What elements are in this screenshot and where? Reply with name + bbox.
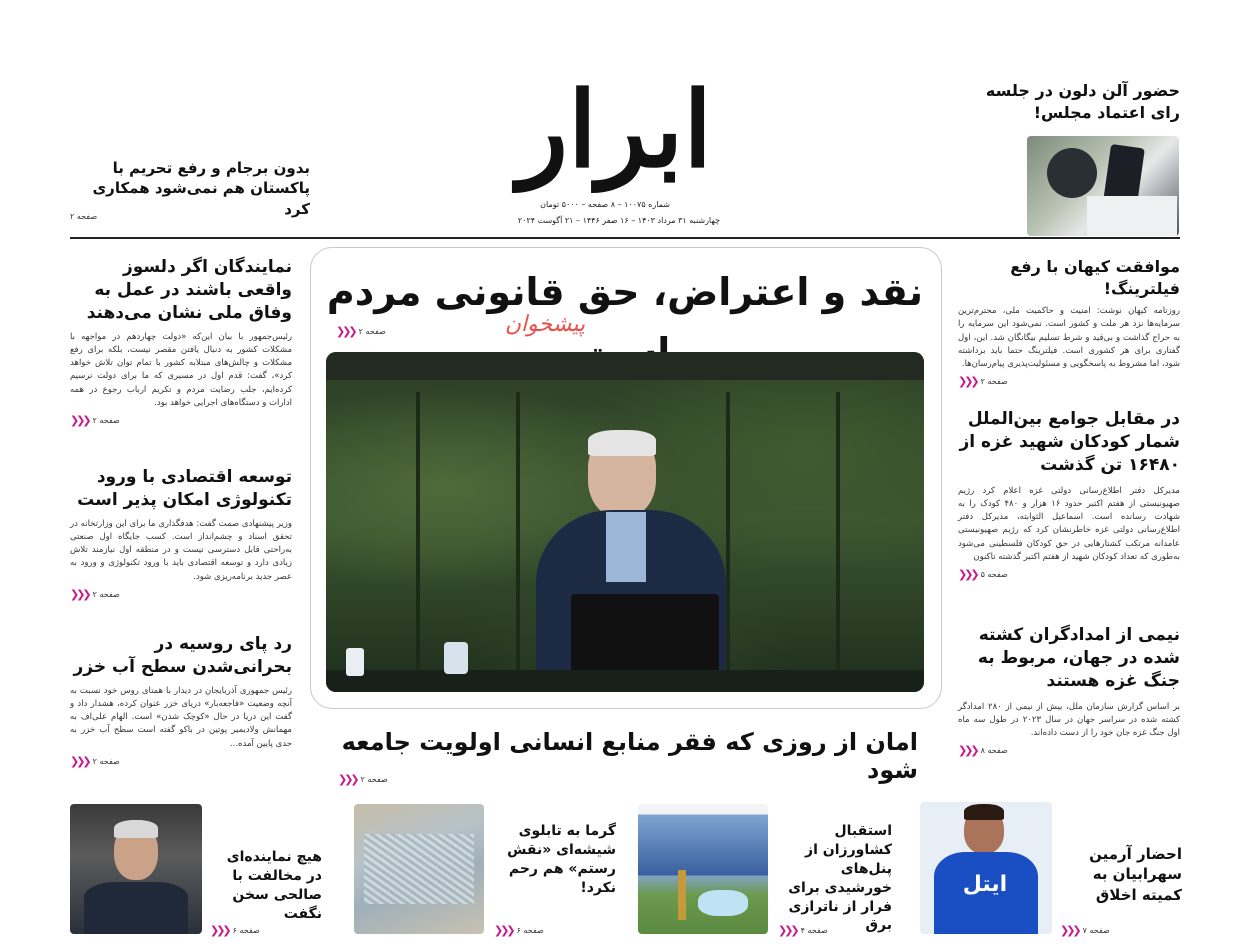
- date-line: چهارشنبه ۳۱ مرداد ۱۴۰۳ – ۱۶ صفر ۱۴۴۶ – ۲۱ آگوست ۲۰۲۴: [517, 216, 720, 225]
- story-body: رئیس جمهوری آذربایجان در دیدار با همتای روس خود نسبت به آنچه وضعیت «فاجعه‌بار» دریای خزر عنوان کرده، هشدار داد و گفت این دریا در حال «کوچک شدن» است. الهام علی‌اف به مهمانش ولادیمیر پوتین در باکو گفته است سطح آب خزر به حدی پایین آمده...: [70, 685, 292, 749]
- triple-chevron-left-icon: ❮❮❮: [494, 924, 513, 937]
- triple-chevron-left-icon: ❮❮❮: [958, 375, 977, 389]
- story-headline[interactable]: توسعه اقتصادی با ورود تکنولوژی امکان پذیر است: [77, 467, 292, 510]
- bottom-story-glass[interactable]: [354, 802, 616, 940]
- story-page-ref: [958, 568, 1180, 581]
- story-headline[interactable]: موافقت کیهان با رفع فیلترینگ!: [1010, 257, 1180, 298]
- story-headline[interactable]: در مقابل جوامع بین‌الملل شمار کودکان شهید غزه از ۱۶۴۸۰ تن گذشت: [959, 409, 1180, 475]
- triple-chevron-left-icon: ❮❮❮: [338, 773, 357, 786]
- right-story-2[interactable]: [958, 408, 1180, 581]
- page-ref-label: صفحه ۷: [1082, 926, 1110, 935]
- story-body: رئیس‌جمهور با بیان این‌که «دولت چهاردهم در مواجهه با مشکلات کشور به دنبال یافتن مقصر نیست، بلکه برای رفع مشکلات و چالش‌های مبتلابه کشور با تمام توان تلاش خواهد کرد»، گفت: قدم اول در مسیری که ما برای دولت ترسیم کرده‌ایم، جلب رضایت مردم و تکریم ارباب رجوع در همه ادارات و دستگاه‌های اجرایی خواهد بود.: [70, 331, 292, 408]
- secondary-page-ref: [338, 773, 388, 786]
- left-story-3[interactable]: [70, 633, 292, 768]
- story-headline[interactable]: نیمی از امدادگران کشته شده در جهان، مربوط به جنگ غزه هستند: [977, 625, 1180, 691]
- right-story-3[interactable]: [958, 624, 1180, 757]
- left-story-2[interactable]: [70, 466, 292, 601]
- top-right-headline[interactable]: حضور آلن دلون در جلسه رای اعتماد مجلس!: [985, 81, 1180, 122]
- masthead-rule: [70, 237, 1180, 239]
- triple-chevron-left-icon: ❮❮❮: [70, 413, 89, 427]
- triple-chevron-left-icon: ❮❮❮: [336, 325, 355, 338]
- top-left-page-ref: [70, 212, 97, 221]
- salehi-photo: [70, 804, 202, 934]
- secondary-main-headline[interactable]: امان از روزی که فقر منابع انسانی اولویت جامعه شود: [341, 728, 918, 784]
- bottom-story-solar[interactable]: [638, 802, 900, 940]
- page-ref-label: صفحه ۲: [92, 756, 120, 766]
- left-story-1[interactable]: [70, 256, 292, 427]
- story-page-ref: [210, 924, 260, 937]
- story-headline[interactable]: هیچ نماینده‌ای در مخالفت با صالحی سخن نگفت: [226, 849, 322, 922]
- story-headline[interactable]: نمایندگان اگر دلسوز واقعی باشند در عمل به وفاق ملی نشان می‌دهند: [86, 257, 292, 323]
- footballer-photo: [920, 802, 1052, 934]
- jersey-text: ایتل: [962, 872, 1008, 897]
- masthead: [460, 60, 730, 240]
- page-ref-label: صفحه ۲: [92, 589, 120, 599]
- main-page-ref: [336, 325, 386, 338]
- top-left-story[interactable]: [70, 158, 310, 228]
- page-ref-label: صفحه ۸: [980, 746, 1008, 756]
- top-right-story[interactable]: [985, 80, 1180, 240]
- triple-chevron-left-icon: ❮❮❮: [70, 587, 89, 601]
- story-page-ref: [958, 744, 1180, 757]
- masthead-logo: ابرار: [517, 68, 713, 191]
- top-left-headline[interactable]: بدون برجام و رفع تحریم با پاکستان هم نمی‌شود همکاری کرد: [92, 159, 310, 218]
- page-ref-label: صفحه ۶: [516, 926, 544, 935]
- triple-chevron-left-icon: ❮❮❮: [958, 744, 977, 758]
- solar-panels-photo: [638, 804, 768, 934]
- triple-chevron-left-icon: ❮❮❮: [958, 567, 977, 581]
- bottom-story-salehi[interactable]: [70, 802, 332, 940]
- page-ref-label: صفحه ۵: [980, 569, 1008, 579]
- right-story-1[interactable]: [958, 256, 1180, 388]
- story-page-ref: [70, 414, 292, 427]
- story-body: روزنامه کیهان نوشت: امنیت و حاکمیت ملی، محترم‌ترین سرمایه‌ها نزد هر ملت و کشور است. نمی‌شود این سرمایه را به حراج گذاشت و بی‌قید و شرط تسلیم بیگانگان شد. این، اول گفتاری برای هر کشوری است. فیلترینگ حتما باید برداشته شود، اما مشروط به پاسخگویی و مسئولیت‌پذیری پیام‌رسان‌ها.: [958, 306, 1180, 369]
- story-headline[interactable]: احضار آرمین سهرابیان به کمیته اخلاق: [1089, 845, 1182, 904]
- triple-chevron-left-icon: ❮❮❮: [70, 754, 89, 768]
- triple-chevron-left-icon: ❮❮❮: [778, 924, 797, 937]
- page-ref-label: صفحه ۴: [800, 926, 828, 935]
- story-page-ref: [70, 588, 292, 601]
- page-ref-label: صفحه ۲: [358, 327, 386, 336]
- story-body: بر اساس گزارش سازمان ملل، بیش از نیمی از ۲۸۰ امدادگر کشته شده در سراسر جهان در سال ۲۰۲۳ در طول سه ماه اول جنگ غزه جان خود را از دست داده‌اند.: [958, 701, 1181, 739]
- triple-chevron-left-icon: ❮❮❮: [210, 924, 229, 937]
- page-ref-label: صفحه ۲: [92, 415, 120, 425]
- story-page-ref: [778, 924, 828, 937]
- page-ref-label: صفحه ۲: [70, 212, 98, 221]
- page-ref-label: صفحه ۶: [232, 926, 260, 935]
- story-page-ref: [494, 924, 544, 937]
- main-headline[interactable]: نقد و اعتراض، حق قانونی مردم: [326, 270, 924, 314]
- issue-info: شماره ۱۰۰۷۵ – ۸ صفحه – ۵۰۰۰ تومان: [540, 200, 670, 209]
- story-body: وزیر پیشنهادی صمت گفت: هدفگذاری ما برای این وزارتخانه در تحقق اسناد و چشم‌انداز است. کسب جایگاه اول صنعتی به‌راحتی قابل دسترسی نیست و در منطقه اول نیازمند تلاش زیادی دارد و توسعه اقتصادی باید با ورود تکنولوژی و ورود به عصر جدید برنامه‌ریزی شود.: [70, 518, 292, 582]
- story-page-ref: [1060, 924, 1110, 937]
- story-page-ref: [958, 375, 1180, 388]
- story-page-ref: [70, 755, 292, 768]
- bottom-story-footballer[interactable]: [920, 802, 1182, 940]
- parliament-main-photo: [326, 352, 924, 692]
- broken-glass-sign-photo: [354, 804, 484, 934]
- story-body: مدیرکل دفتر اطلاع‌رسانی دولتی غزه اعلام کرد رژیم صهیونیستی از هفتم اکتبر حدود ۱۶ هزار و ۴۸۰ کودک را به شهادت رسانده است. اسماعیل الثوابته، مدیرکل دفتر اطلاع‌رسانی دولتی غزه خاطرنشان کرد که رژیم صهیونیستی عامدانه مرتکب کشتارهایی در حق کودکان فلسطینی می‌شود به‌طوری که تعداد کودکان شهید از هفتم اکتبر گذشته تاکنون: [958, 485, 1180, 562]
- story-headline[interactable]: رد پای روسیه در بحرانی‌شدن سطح آب خزر: [73, 634, 292, 677]
- alain-delon-photo: [1027, 136, 1179, 236]
- watermark-fa: پیشخوان: [504, 312, 586, 337]
- page-ref-label: صفحه ۲: [360, 775, 388, 784]
- story-headline[interactable]: استقبال کشاورزان از پنل‌های خورشیدی برای فرار از ناترازی برق: [788, 823, 892, 934]
- page-ref-label: صفحه ۲: [980, 377, 1008, 387]
- triple-chevron-left-icon: ❮❮❮: [1060, 924, 1079, 937]
- story-headline[interactable]: گرما به تابلوی شیشه‌ای «نقش رستم» هم رحم نکرد!: [507, 823, 616, 896]
